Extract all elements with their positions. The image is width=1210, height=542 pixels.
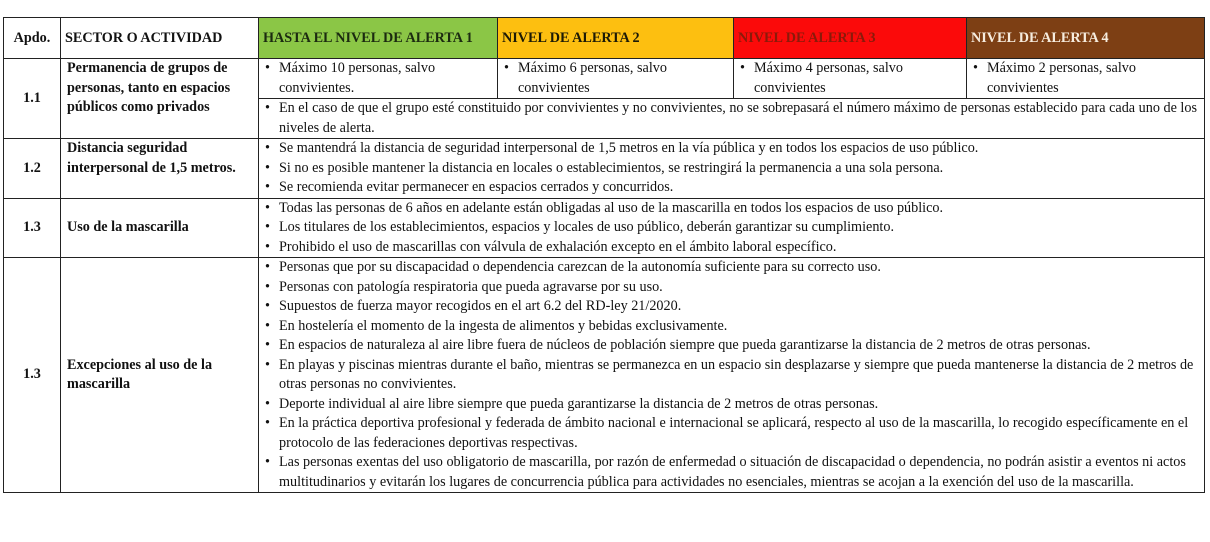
list-item: • Las personas exentas del uso obligatorio de mascarilla, por razón de enfermedad o situación de discapacidad o dependencia, no podrán asistir a eventos ni actos multitudinarios y evitarán los lugares de concurrencia pública para actividades no esenciales, mientras se acojan a la exención del uso de la mascarilla. (263, 453, 1200, 492)
header-alert-level-4: NIVEL DE ALERTA 4 (967, 18, 1205, 59)
header-alert-level-3: NIVEL DE ALERTA 3 (734, 18, 967, 59)
level-1-cell (259, 59, 498, 99)
row-apdo: 1.3 (4, 258, 61, 493)
header-alert-level-2: NIVEL DE ALERTA 2 (498, 18, 734, 59)
list-item: • En la práctica deportiva profesional y federada de ámbito nacional e internacional se aplicará, respecto al uso de la mascarilla, lo recogido específicamente en el protocolo de las federaciones deportivas respectivas. (263, 414, 1200, 453)
table-row (4, 59, 1205, 99)
row-sector: Permanencia de grupos de personas, tanto en espacios públicos como privados (61, 59, 259, 139)
list-item: • Máximo 4 personas, salvo convivientes (738, 59, 962, 98)
list-item: • Personas que por su discapacidad o dependencia carezcan de la autonomía suficiente para su correcto uso. (263, 258, 1200, 278)
list-item: • Personas con patología respiratoria que pueda agravarse por su uso. (263, 278, 1200, 298)
level-3-cell (734, 59, 967, 99)
level-4-cell (967, 59, 1205, 99)
all-levels-cell (259, 198, 1205, 258)
all-levels-cell (259, 99, 1205, 139)
list-item: • Se recomienda evitar permanecer en espacios cerrados y concurridos. (263, 178, 1200, 198)
list-item: • Si no es posible mantener la distancia en locales o establecimientos, se restringirá la permanencia a una sola persona. (263, 159, 1200, 179)
table-row (4, 139, 1205, 199)
list-item: • En espacios de naturaleza al aire libre fuera de núcleos de población siempre que pueda garantizarse la distancia de 2 metros de otras personas. (263, 336, 1200, 356)
alert-levels-table (3, 17, 1205, 493)
table-row (4, 258, 1205, 493)
list-item: • En playas y piscinas mientras durante el baño, mientras se permanezca en un espacio sin desplazarse y siempre que pueda mantenerse la distancia de 2 metros de otras personas no convivientes. (263, 356, 1200, 395)
list-item: • Prohibido el uso de mascarillas con válvula de exhalación excepto en el ámbito laboral específico. (263, 238, 1200, 258)
list-item: • En hostelería el momento de la ingesta de alimentos y bebidas exclusivamente. (263, 317, 1200, 337)
list-item: • Deporte individual al aire libre siempre que pueda garantizarse la distancia de 2 metros de otras personas. (263, 395, 1200, 415)
header-apdo: Apdo. (4, 18, 61, 59)
header-sector: SECTOR O ACTIVIDAD (61, 18, 259, 59)
row-sector: Excepciones al uso de la mascarilla (61, 258, 259, 493)
all-levels-cell (259, 258, 1205, 493)
row-sector: Uso de la mascarilla (61, 198, 259, 258)
row-sector: Distancia seguridad interpersonal de 1,5 metros. (61, 139, 259, 199)
list-item: • Máximo 6 personas, salvo convivientes (502, 59, 729, 98)
header-alert-level-1: HASTA EL NIVEL DE ALERTA 1 (259, 18, 498, 59)
table-row (4, 198, 1205, 258)
header-row (4, 18, 1205, 59)
level-2-cell (498, 59, 734, 99)
list-item: • Máximo 2 personas, salvo convivientes (971, 59, 1200, 98)
list-item: • Máximo 10 personas, salvo convivientes. (263, 59, 493, 98)
row-apdo: 1.2 (4, 139, 61, 199)
row-apdo: 1.1 (4, 59, 61, 139)
list-item: • Los titulares de los establecimientos, espacios y locales de uso público, deberán garantizar su cumplimiento. (263, 218, 1200, 238)
list-item: • En el caso de que el grupo esté constituido por convivientes y no convivientes, no se sobrepasará el número máximo de personas establecido para cada uno de los niveles de alerta. (263, 99, 1200, 138)
list-item: • Se mantendrá la distancia de seguridad interpersonal de 1,5 metros en la vía pública y en todos los espacios de uso público. (263, 139, 1200, 159)
list-item: • Todas las personas de 6 años en adelante están obligadas al uso de la mascarilla en todos los espacios de uso público. (263, 199, 1200, 219)
list-item: • Supuestos de fuerza mayor recogidos en el art 6.2 del RD-ley 21/2020. (263, 297, 1200, 317)
row-apdo: 1.3 (4, 198, 61, 258)
all-levels-cell (259, 139, 1205, 199)
